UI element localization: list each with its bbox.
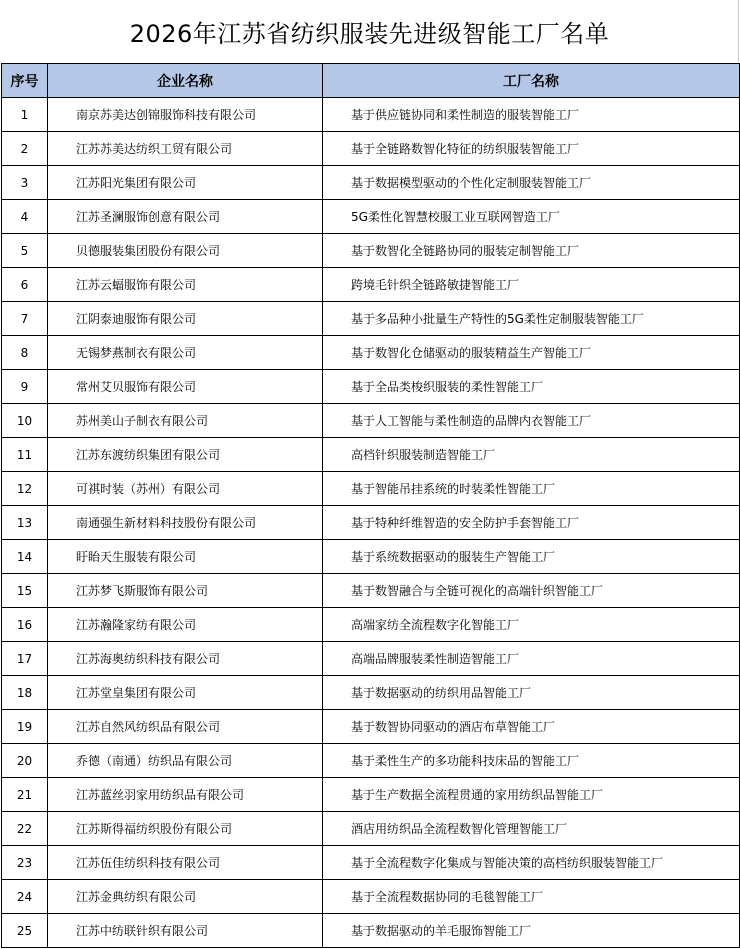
factory-name-cell[interactable]: 高档针织服装制造智能工厂 xyxy=(323,438,740,472)
factory-name-cell[interactable]: 基于特种纤维智造的安全防护手套智能工厂 xyxy=(323,506,740,540)
factory-name-cell[interactable]: 基于数据驱动的羊毛服饰智能工厂 xyxy=(323,914,740,948)
table-row xyxy=(2,676,740,710)
factory-name-cell[interactable]: 基于全品类梭织服装的柔性智能工厂 xyxy=(323,370,740,404)
factory-name-cell[interactable]: 基于供应链协同和柔性制造的服装智能工厂 xyxy=(323,98,740,132)
company-name-cell[interactable]: 南京苏美达创锦服饰科技有限公司 xyxy=(48,98,323,132)
row-index-cell[interactable]: 13 xyxy=(2,506,48,540)
company-name-cell[interactable]: 苏州美山子制衣有限公司 xyxy=(48,404,323,438)
row-index-cell[interactable]: 18 xyxy=(2,676,48,710)
table-row xyxy=(2,268,740,302)
row-index-cell[interactable]: 21 xyxy=(2,778,48,812)
factory-name-cell[interactable]: 基于智能吊挂系统的时装柔性智能工厂 xyxy=(323,472,740,506)
table-row xyxy=(2,472,740,506)
row-index-cell[interactable]: 19 xyxy=(2,710,48,744)
row-index-cell[interactable]: 8 xyxy=(2,336,48,370)
header-row xyxy=(2,64,740,98)
company-name-cell[interactable]: 江苏东渡纺织集团有限公司 xyxy=(48,438,323,472)
table-row xyxy=(2,132,740,166)
company-name-cell[interactable]: 江苏伍佳纺织科技有限公司 xyxy=(48,846,323,880)
factory-name-cell[interactable]: 基于人工智能与柔性制造的品牌内衣智能工厂 xyxy=(323,404,740,438)
header-company[interactable]: 企业名称 xyxy=(48,64,323,98)
table-row xyxy=(2,744,740,778)
table-row xyxy=(2,234,740,268)
row-index-cell[interactable]: 17 xyxy=(2,642,48,676)
factory-name-cell[interactable]: 基于全流程数字化集成与智能决策的高档纺织服装智能工厂 xyxy=(323,846,740,880)
row-index-cell[interactable]: 1 xyxy=(2,98,48,132)
header-index[interactable]: 序号 xyxy=(2,64,48,98)
factory-name-cell[interactable]: 酒店用纺织品全流程数智化管理智能工厂 xyxy=(323,812,740,846)
table-row xyxy=(2,370,740,404)
company-name-cell[interactable]: 江苏瀚隆家纺有限公司 xyxy=(48,608,323,642)
factory-name-cell[interactable]: 基于全流程数据协同的毛毯智能工厂 xyxy=(323,880,740,914)
row-index-cell[interactable]: 12 xyxy=(2,472,48,506)
table-row xyxy=(2,574,740,608)
factory-name-cell[interactable]: 基于生产数据全流程贯通的家用纺织品智能工厂 xyxy=(323,778,740,812)
table-row xyxy=(2,506,740,540)
table-row xyxy=(2,336,740,370)
factory-name-cell[interactable]: 高端品牌服装柔性制造智能工厂 xyxy=(323,642,740,676)
factory-name-cell[interactable]: 高端家纺全流程数字化智能工厂 xyxy=(323,608,740,642)
row-index-cell[interactable]: 4 xyxy=(2,200,48,234)
table-row xyxy=(2,812,740,846)
factory-name-cell[interactable]: 基于数据驱动的纺织用品智能工厂 xyxy=(323,676,740,710)
factory-name-cell[interactable]: 基于数智协同驱动的酒店布草智能工厂 xyxy=(323,710,740,744)
table-row xyxy=(2,200,740,234)
table-row xyxy=(2,404,740,438)
row-index-cell[interactable]: 22 xyxy=(2,812,48,846)
company-name-cell[interactable]: 可祺时装（苏州）有限公司 xyxy=(48,472,323,506)
row-index-cell[interactable]: 5 xyxy=(2,234,48,268)
company-name-cell[interactable]: 江苏蓝丝羽家用纺织品有限公司 xyxy=(48,778,323,812)
company-name-cell[interactable]: 江苏圣澜服饰创意有限公司 xyxy=(48,200,323,234)
table-row xyxy=(2,778,740,812)
company-name-cell[interactable]: 盱眙天生服装有限公司 xyxy=(48,540,323,574)
factory-name-cell[interactable]: 基于数智化全链路协同的服装定制智能工厂 xyxy=(323,234,740,268)
table-row xyxy=(2,914,740,948)
company-name-cell[interactable]: 江苏阳光集团有限公司 xyxy=(48,166,323,200)
factory-list-table xyxy=(1,63,740,948)
header-factory[interactable]: 工厂名称 xyxy=(323,64,740,98)
row-index-cell[interactable]: 20 xyxy=(2,744,48,778)
company-name-cell[interactable]: 无锡梦燕制衣有限公司 xyxy=(48,336,323,370)
table-row xyxy=(2,880,740,914)
company-name-cell[interactable]: 江苏苏美达纺织工贸有限公司 xyxy=(48,132,323,166)
company-name-cell[interactable]: 江苏梦飞斯服饰有限公司 xyxy=(48,574,323,608)
company-name-cell[interactable]: 江苏堂皇集团有限公司 xyxy=(48,676,323,710)
company-name-cell[interactable]: 江苏斯得福纺织股份有限公司 xyxy=(48,812,323,846)
row-index-cell[interactable]: 14 xyxy=(2,540,48,574)
company-name-cell[interactable]: 乔德（南通）纺织品有限公司 xyxy=(48,744,323,778)
factory-name-cell[interactable]: 基于数智化仓储驱动的服装精益生产智能工厂 xyxy=(323,336,740,370)
table-row xyxy=(2,540,740,574)
company-name-cell[interactable]: 江苏金典纺织有限公司 xyxy=(48,880,323,914)
table-row xyxy=(2,642,740,676)
row-index-cell[interactable]: 6 xyxy=(2,268,48,302)
row-index-cell[interactable]: 15 xyxy=(2,574,48,608)
company-name-cell[interactable]: 江苏自然风纺织品有限公司 xyxy=(48,710,323,744)
table-row xyxy=(2,710,740,744)
factory-name-cell[interactable]: 基于柔性生产的多功能科技床品的智能工厂 xyxy=(323,744,740,778)
row-index-cell[interactable]: 25 xyxy=(2,914,48,948)
row-index-cell[interactable]: 11 xyxy=(2,438,48,472)
row-index-cell[interactable]: 3 xyxy=(2,166,48,200)
company-name-cell[interactable]: 江苏云蝠服饰有限公司 xyxy=(48,268,323,302)
table-row xyxy=(2,608,740,642)
row-index-cell[interactable]: 2 xyxy=(2,132,48,166)
factory-name-cell[interactable]: 基于数智融合与全链可视化的高端针织智能工厂 xyxy=(323,574,740,608)
page-title: 2026年江苏省纺织服装先进级智能工厂名单 xyxy=(1,0,739,62)
company-name-cell[interactable]: 江阴泰迪服饰有限公司 xyxy=(48,302,323,336)
company-name-cell[interactable]: 江苏中纺联针织有限公司 xyxy=(48,914,323,948)
row-index-cell[interactable]: 9 xyxy=(2,370,48,404)
factory-name-cell[interactable]: 基于系统数据驱动的服装生产智能工厂 xyxy=(323,540,740,574)
table-row xyxy=(2,98,740,132)
row-index-cell[interactable]: 7 xyxy=(2,302,48,336)
table-row xyxy=(2,166,740,200)
company-name-cell[interactable]: 贝德服装集团股份有限公司 xyxy=(48,234,323,268)
factory-name-cell[interactable]: 基于全链路数智化特征的纺织服装智能工厂 xyxy=(323,132,740,166)
factory-name-cell[interactable]: 跨境毛针织全链路敏捷智能工厂 xyxy=(323,268,740,302)
row-index-cell[interactable]: 16 xyxy=(2,608,48,642)
row-index-cell[interactable]: 10 xyxy=(2,404,48,438)
table-row xyxy=(2,846,740,880)
company-name-cell[interactable]: 江苏海奥纺织科技有限公司 xyxy=(48,642,323,676)
company-name-cell[interactable]: 南通强生新材料科技股份有限公司 xyxy=(48,506,323,540)
factory-name-cell[interactable]: 基于数据模型驱动的个性化定制服装智能工厂 xyxy=(323,166,740,200)
row-index-cell[interactable]: 24 xyxy=(2,880,48,914)
row-index-cell[interactable]: 23 xyxy=(2,846,48,880)
table-row xyxy=(2,302,740,336)
table-row xyxy=(2,438,740,472)
company-name-cell[interactable]: 常州艾贝服饰有限公司 xyxy=(48,370,323,404)
factory-name-cell[interactable]: 5G柔性化智慧校服工业互联网智造工厂 xyxy=(323,200,740,234)
factory-name-cell[interactable]: 基于多品种小批量生产特性的5G柔性定制服装智能工厂 xyxy=(323,302,740,336)
